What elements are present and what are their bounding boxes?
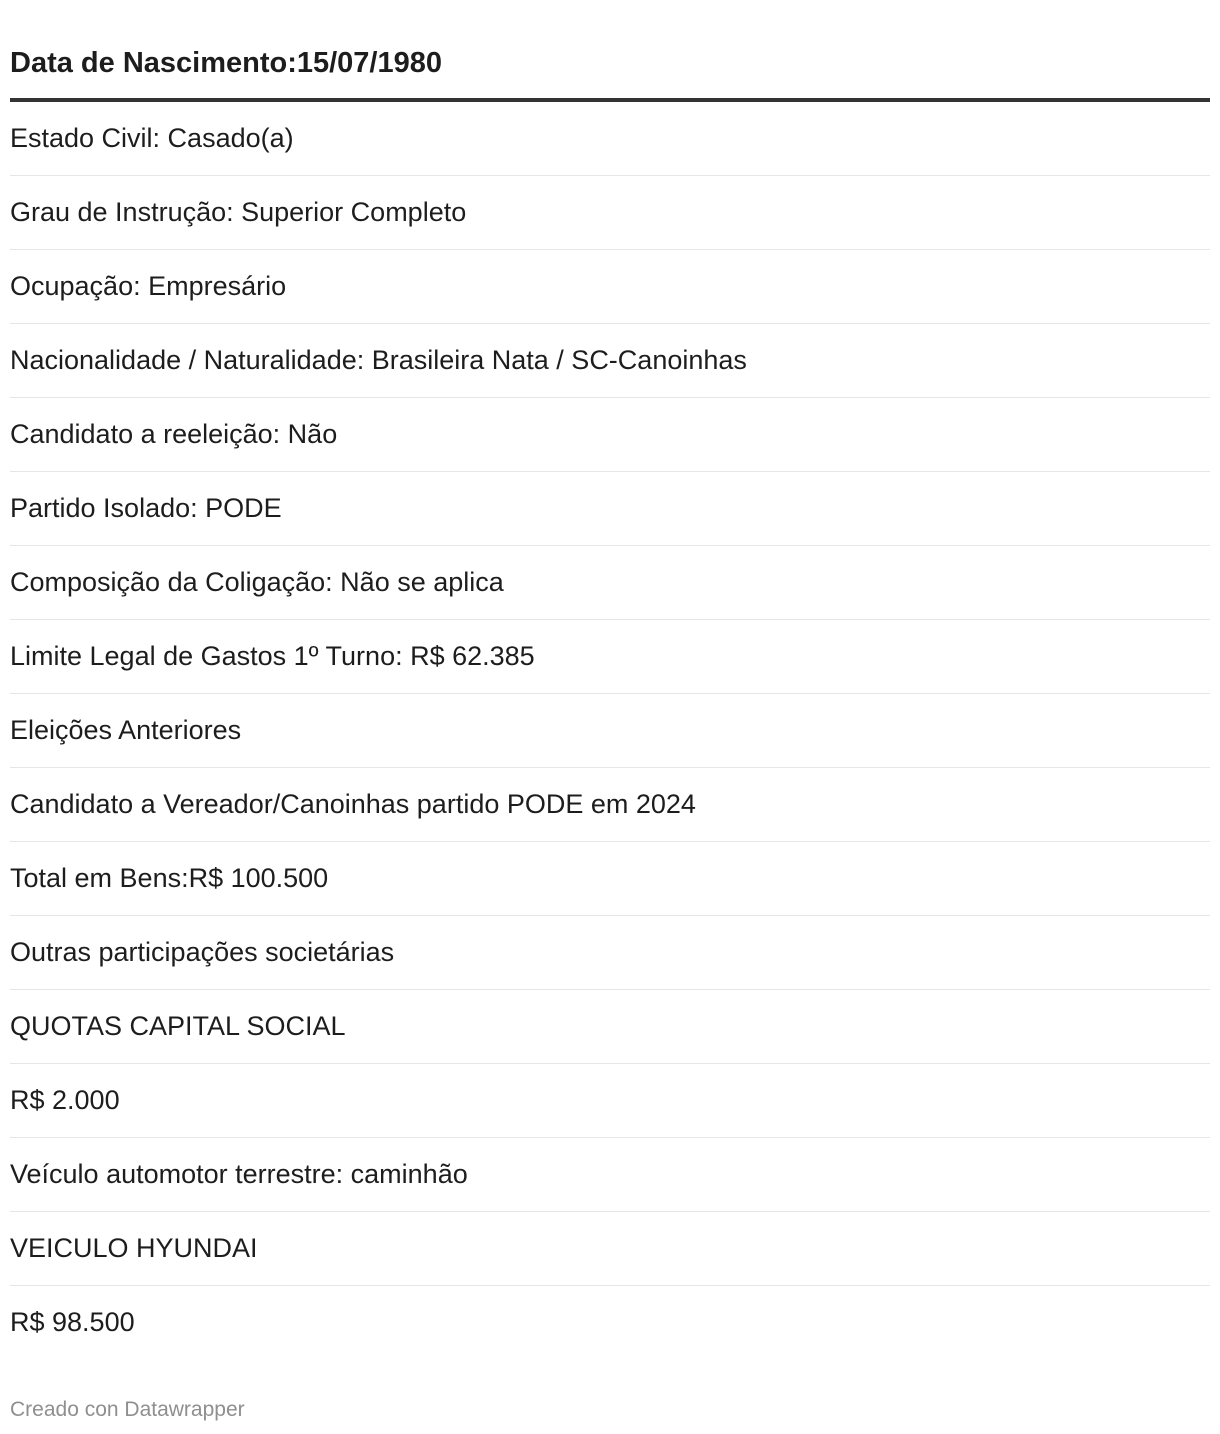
table-cell: Limite Legal de Gastos 1º Turno: R$ 62.385 [10, 641, 535, 671]
table-cell: Candidato a reeleição: Não [10, 419, 338, 449]
table-row [10, 916, 1210, 990]
table-row [10, 842, 1210, 916]
table-cell: Composição da Coligação: Não se aplica [10, 567, 504, 597]
table-row [10, 472, 1210, 546]
table-cell: Nacionalidade / Naturalidade: Brasileira Nata / SC-Canoinhas [10, 345, 747, 375]
table-row [10, 546, 1210, 620]
table-cell: Outras participações societárias [10, 937, 395, 967]
table-cell: R$ 98.500 [10, 1307, 135, 1337]
table-cell: Partido Isolado: PODE [10, 493, 282, 523]
table-row [10, 990, 1210, 1064]
table-row [10, 1286, 1210, 1359]
data-table [10, 0, 1210, 1359]
table-cell: Candidato a Vereador/Canoinhas partido PODE em 2024 [10, 789, 696, 819]
table-row [10, 102, 1210, 176]
table-cell: Ocupação: Empresário [10, 271, 287, 301]
table-cell: Total em Bens:R$ 100.500 [10, 863, 329, 893]
table-row [10, 768, 1210, 842]
table-row [10, 1212, 1210, 1286]
footer-credit[interactable]: Creado con Datawrapper [10, 1398, 245, 1421]
table-cell: Grau de Instrução: Superior Completo [10, 197, 467, 227]
table-row [10, 1064, 1210, 1138]
table-row [10, 1138, 1210, 1212]
table-header-label: Data de Nascimento:15/07/1980 [10, 47, 442, 79]
table-header [10, 0, 1210, 102]
table-cell: R$ 2.000 [10, 1085, 120, 1115]
table-row [10, 398, 1210, 472]
table-cell: Eleições Anteriores [10, 715, 242, 745]
table-cell: VEICULO HYUNDAI [10, 1233, 258, 1263]
table-row [10, 620, 1210, 694]
table-row [10, 694, 1210, 768]
table-cell: Veículo automotor terrestre: caminhão [10, 1159, 468, 1189]
table-row [10, 250, 1210, 324]
table-row [10, 324, 1210, 398]
table-row [10, 176, 1210, 250]
table-cell: Estado Civil: Casado(a) [10, 123, 294, 153]
table-cell: QUOTAS CAPITAL SOCIAL [10, 1011, 346, 1041]
